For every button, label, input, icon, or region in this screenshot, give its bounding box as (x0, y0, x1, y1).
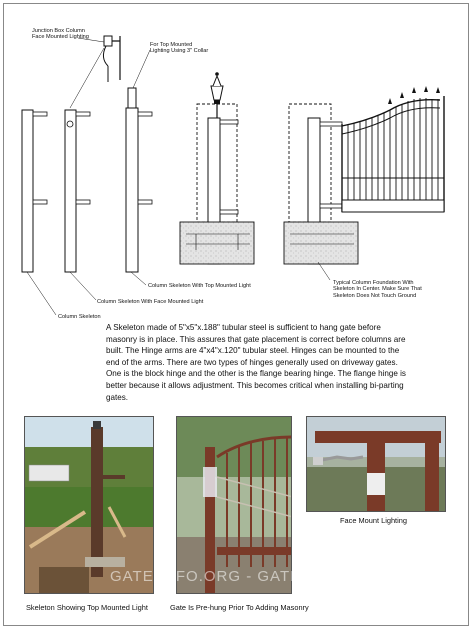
column-skeleton-face-mount (65, 110, 90, 272)
column-skeleton-top-mount (126, 88, 152, 272)
caption-face-mount-lighting: Face Mount Lighting (340, 516, 407, 525)
label-skeleton-top-light: Column Skeleton With Top Mounted Light (148, 283, 251, 289)
photo-face-mount-lighting (306, 416, 446, 512)
label-skeleton: Column Skeleton (58, 314, 101, 320)
caption-top-mounted-light: Skeleton Showing Top Mounted Light (26, 603, 148, 612)
column-skeleton-plain (22, 110, 47, 272)
ornamental-gate (342, 86, 444, 212)
watermark: GATE INFO.ORG - GATE INFO.ORG (110, 568, 389, 585)
face-mounted-light-fixture (103, 36, 120, 82)
caption-gate-prehung: Gate Is Pre-hung Prior To Adding Masonry (170, 603, 309, 612)
column-with-gate-elevation (284, 104, 358, 264)
label-foundation: Typical Column Foundation With Skeleton In Center. Make Sure That Skeleton Does Not Touch Ground (333, 280, 422, 299)
column-with-lamp-elevation (180, 72, 254, 264)
label-top-mounted: For Top Mounted Lighting Using 3" Collar (150, 42, 209, 55)
label-skeleton-face-light: Column Skeleton With Face Mounted Light (97, 299, 204, 305)
description-paragraph: A Skeleton made of 5"x5"x.188" tubular steel is sufficient to hang gate before masonry is in place. This assures that gate placement is correct before columns are built. The Hinge arms are 4"x4"x.120" tubular steel. Hinges can be mounted to the end of the arms. There are two types of hinges generally used on driveway gates. One is the block hinge and the other is the flange bearing hinge. The flange hinge is better because it allows adjustment. This becomes critical when installing bi-parting gates. (106, 323, 406, 402)
label-junction-box: Junction Box Column Face Mounted Lighting (32, 28, 89, 41)
